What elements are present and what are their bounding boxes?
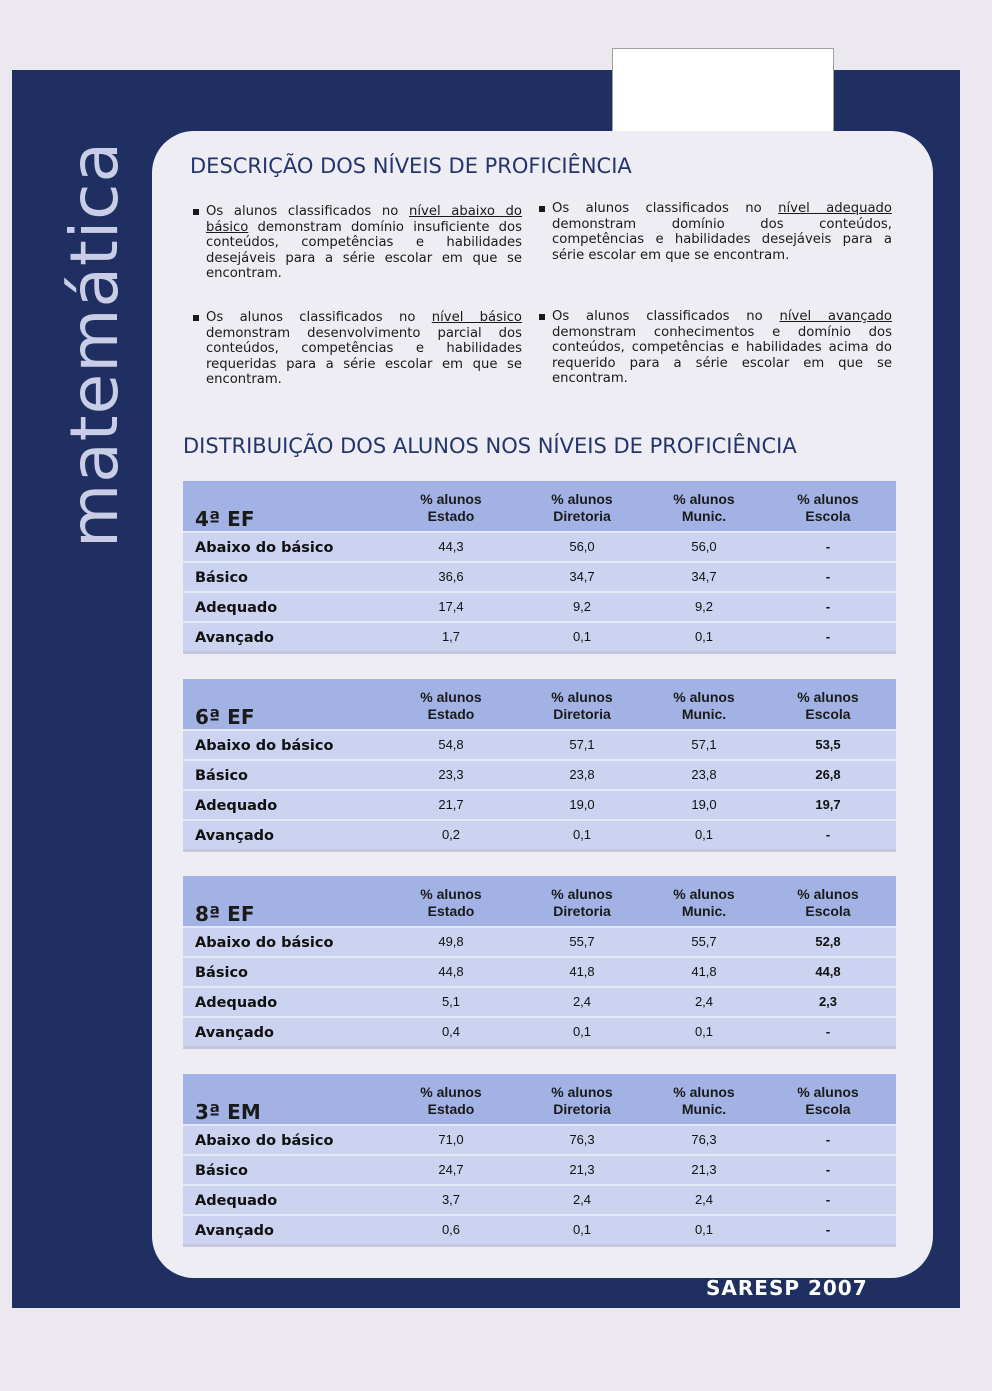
table-cell: 23,8 — [691, 767, 717, 782]
column-header — [773, 689, 883, 723]
table-cell: 41,8 — [569, 964, 595, 979]
table-cell: 0,1 — [694, 827, 714, 842]
table-cell: 0,1 — [572, 1024, 592, 1039]
table-grade-label: 4ª EF — [195, 507, 255, 531]
table-cell: - — [825, 569, 831, 584]
table-cell: - — [825, 827, 831, 842]
table-cell: 0,2 — [441, 827, 461, 842]
column-header-line2: Diretoria — [553, 903, 611, 919]
column-header — [396, 886, 506, 920]
column-header-line1: % alunos — [673, 689, 735, 705]
table-cell: 0,1 — [694, 1222, 714, 1237]
table-header — [183, 876, 896, 926]
table-cell: 76,3 — [569, 1132, 595, 1147]
column-header-line1: % alunos — [673, 491, 735, 507]
table-cell: 0,1 — [572, 827, 592, 842]
row-label: Básico — [195, 965, 248, 981]
table-cell: 17,4 — [438, 599, 464, 614]
table-cell: 55,7 — [691, 934, 717, 949]
table-header — [183, 679, 896, 729]
table-cell: 34,7 — [569, 569, 595, 584]
row-label: Abaixo do básico — [195, 935, 334, 951]
table-cell: 9,2 — [694, 599, 714, 614]
column-header — [396, 1084, 506, 1118]
bullet-icon — [539, 206, 545, 212]
table-cell: 44,3 — [438, 539, 464, 554]
description-item-advanced: Os alunos classificados no nível avançado demonstram conhecimentos e domínio dos conteúdos, competências e habilidades acima do requerido para a série escolar em que se encontram. — [552, 309, 892, 387]
table-row — [183, 1124, 896, 1154]
column-header-line2: Estado — [427, 903, 475, 919]
table-cell: 24,7 — [438, 1162, 464, 1177]
table-row — [183, 561, 896, 591]
table-row — [183, 759, 896, 789]
row-label: Abaixo do básico — [195, 1133, 334, 1149]
table-cell: 21,3 — [691, 1162, 717, 1177]
table-cell: 0,4 — [441, 1024, 461, 1039]
row-label: Adequado — [195, 798, 278, 814]
column-header-line2: Estado — [427, 508, 475, 524]
row-label: Básico — [195, 768, 248, 784]
table-cell: - — [825, 1132, 831, 1147]
table-cell: 0,6 — [441, 1222, 461, 1237]
column-header — [396, 491, 506, 525]
footer-label: SARESP 2007 — [706, 1276, 868, 1300]
table-cell: 56,0 — [569, 539, 595, 554]
table-row — [183, 819, 896, 849]
table-cell: 21,3 — [569, 1162, 595, 1177]
bullet-icon — [193, 315, 199, 321]
table-cell: 2,4 — [694, 1192, 714, 1207]
table-cell: 21,7 — [438, 797, 464, 812]
column-header-line2: Munic. — [681, 508, 727, 524]
column-header-line1: % alunos — [420, 689, 482, 705]
table-row — [183, 621, 896, 651]
table-cell: - — [825, 629, 831, 644]
column-header — [773, 491, 883, 525]
column-header-line1: % alunos — [551, 491, 613, 507]
row-label: Avançado — [195, 828, 274, 844]
table-row — [183, 531, 896, 561]
column-header-line2: Munic. — [681, 1101, 727, 1117]
table-cell: 0,1 — [694, 629, 714, 644]
table-cell: 0,1 — [694, 1024, 714, 1039]
row-label: Básico — [195, 1163, 248, 1179]
table-cell: 9,2 — [572, 599, 592, 614]
table-cell: - — [825, 1222, 831, 1237]
column-header — [649, 1084, 759, 1118]
table-cell: - — [825, 1192, 831, 1207]
table-grade-label: 3ª EM — [195, 1100, 261, 1124]
table-cell: - — [825, 539, 831, 554]
column-header-line1: % alunos — [673, 1084, 735, 1100]
table-cell: - — [825, 1162, 831, 1177]
row-label: Abaixo do básico — [195, 540, 334, 556]
column-header — [396, 689, 506, 723]
table-cell: 19,0 — [691, 797, 717, 812]
column-header-line2: Escola — [805, 508, 851, 524]
table-cell: 57,1 — [569, 737, 595, 752]
column-header-line1: % alunos — [673, 886, 735, 902]
table-cell: 2,3 — [818, 994, 838, 1009]
table-cell: 2,4 — [572, 994, 592, 1009]
subject-vertical-title: matemática — [56, 141, 133, 548]
table-cell: 19,0 — [569, 797, 595, 812]
column-header-line1: % alunos — [797, 1084, 859, 1100]
proficiency-table — [183, 481, 896, 654]
distribution-title: DISTRIBUIÇÃO DOS ALUNOS NOS NÍVEIS DE PROFICIÊNCIA — [183, 434, 797, 458]
column-header-line1: % alunos — [420, 491, 482, 507]
column-header-line1: % alunos — [420, 886, 482, 902]
table-cell: 2,4 — [572, 1192, 592, 1207]
column-header-line1: % alunos — [420, 1084, 482, 1100]
column-header-line1: % alunos — [551, 886, 613, 902]
table-row — [183, 729, 896, 759]
column-header — [649, 886, 759, 920]
row-label: Avançado — [195, 1223, 274, 1239]
column-header-line2: Escola — [805, 1101, 851, 1117]
table-grade-label: 8ª EF — [195, 902, 255, 926]
description-title: DESCRIÇÃO DOS NÍVEIS DE PROFICIÊNCIA — [190, 154, 632, 178]
description-item-adequate: Os alunos classificados no nível adequado demonstram domínio dos conteúdos, competências e habilidades desejáveis para a série escolar em que se encontram. — [552, 201, 892, 263]
table-cell: 3,7 — [441, 1192, 461, 1207]
row-label: Adequado — [195, 1193, 278, 1209]
column-header — [773, 886, 883, 920]
table-cell: 19,7 — [815, 797, 841, 812]
table-cell: 44,8 — [438, 964, 464, 979]
column-header — [527, 689, 637, 723]
column-header — [527, 491, 637, 525]
column-header-line2: Estado — [427, 1101, 475, 1117]
column-header — [527, 1084, 637, 1118]
column-header — [527, 886, 637, 920]
table-cell: - — [825, 599, 831, 614]
table-cell: 0,1 — [572, 629, 592, 644]
table-header — [183, 1074, 896, 1124]
row-label: Adequado — [195, 995, 278, 1011]
column-header-line2: Escola — [805, 706, 851, 722]
table-cell: 53,5 — [815, 737, 841, 752]
table-row — [183, 926, 896, 956]
proficiency-table — [183, 876, 896, 1049]
table-cell: 55,7 — [569, 934, 595, 949]
column-header — [649, 689, 759, 723]
column-header-line1: % alunos — [551, 689, 613, 705]
table-cell: 5,1 — [441, 994, 461, 1009]
table-cell: - — [825, 1024, 831, 1039]
table-row — [183, 1214, 896, 1244]
column-header — [773, 1084, 883, 1118]
column-header-line2: Diretoria — [553, 1101, 611, 1117]
table-cell: 23,8 — [569, 767, 595, 782]
table-row — [183, 956, 896, 986]
bullet-icon — [539, 314, 545, 320]
proficiency-table — [183, 1074, 896, 1247]
table-header — [183, 481, 896, 531]
column-header-line2: Munic. — [681, 706, 727, 722]
table-grade-label: 6ª EF — [195, 705, 255, 729]
column-header-line2: Estado — [427, 706, 475, 722]
table-cell: 34,7 — [691, 569, 717, 584]
table-cell: 26,8 — [815, 767, 841, 782]
table-cell: 57,1 — [691, 737, 717, 752]
table-cell: 76,3 — [691, 1132, 717, 1147]
table-row — [183, 789, 896, 819]
row-label: Avançado — [195, 630, 274, 646]
table-row — [183, 591, 896, 621]
table-cell: 2,4 — [694, 994, 714, 1009]
column-header-line1: % alunos — [551, 1084, 613, 1100]
table-cell: 36,6 — [438, 569, 464, 584]
table-row — [183, 1184, 896, 1214]
table-cell: 56,0 — [691, 539, 717, 554]
table-cell: 49,8 — [438, 934, 464, 949]
table-cell: 44,8 — [815, 964, 841, 979]
table-row — [183, 1154, 896, 1184]
description-item-basic: Os alunos classificados no nível básico demonstram desenvolvimento parcial dos conteúdos, competências e habilidades requeridas para a série escolar em que se encontram. — [206, 310, 522, 388]
row-label: Abaixo do básico — [195, 738, 334, 754]
table-cell: 0,1 — [572, 1222, 592, 1237]
proficiency-table — [183, 679, 896, 852]
column-header-line1: % alunos — [797, 689, 859, 705]
blank-label-box — [612, 48, 834, 134]
row-label: Adequado — [195, 600, 278, 616]
column-header-line2: Diretoria — [553, 508, 611, 524]
table-cell: 52,8 — [815, 934, 841, 949]
table-cell: 54,8 — [438, 737, 464, 752]
column-header — [649, 491, 759, 525]
row-label: Básico — [195, 570, 248, 586]
column-header-line2: Diretoria — [553, 706, 611, 722]
column-header-line2: Munic. — [681, 903, 727, 919]
description-item-below-basic: Os alunos classificados no nível abaixo do básico demonstram domínio insuficiente dos conteúdos, competências e habilidades desejáveis para a série escolar em que se encontram. — [206, 204, 522, 282]
row-label: Avançado — [195, 1025, 274, 1041]
bullet-icon — [193, 209, 199, 215]
table-row — [183, 986, 896, 1016]
table-cell: 41,8 — [691, 964, 717, 979]
table-cell: 1,7 — [441, 629, 461, 644]
column-header-line1: % alunos — [797, 491, 859, 507]
table-row — [183, 1016, 896, 1046]
table-cell: 23,3 — [438, 767, 464, 782]
column-header-line1: % alunos — [797, 886, 859, 902]
column-header-line2: Escola — [805, 903, 851, 919]
table-cell: 71,0 — [438, 1132, 464, 1147]
